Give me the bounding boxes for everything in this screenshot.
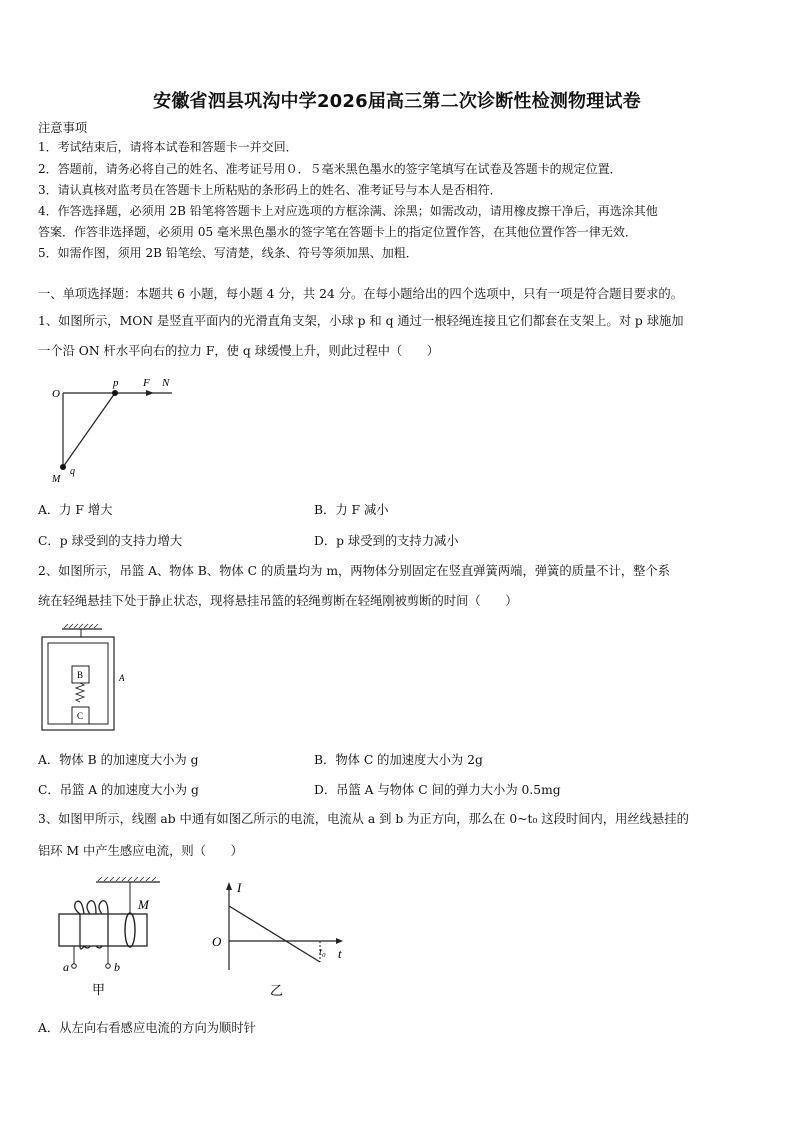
tick-label-t0: t₀	[319, 946, 326, 958]
q1-option-b: B．力 F 减小	[314, 503, 389, 517]
note-item: 3．请认真核对监考员在答题卡上所粘贴的条形码上的姓名、准考证号与本人是否相符．	[38, 183, 502, 197]
q1-stem-line2: 一个沿 ON 杆水平向右的拉力 F，使 q 球缓慢上升，则此过程中（ ）	[38, 344, 440, 358]
exam-title: 安徽省泗县巩沟中学2026届高三第二次诊断性检测物理试卷	[153, 91, 641, 112]
axis-label-t: t	[338, 946, 342, 961]
q3-option-a: A．从左向右看感应电流的方向为顺时针	[38, 1021, 256, 1035]
note-item: 答案．作答非选择题，必须用 05 毫米黑色墨水的签字笔在答题卡上的指定位置作答，在其他位置作答一律无效．	[38, 225, 637, 239]
q1-stem-line1: 1、如图所示，MON 是竖直平面内的光滑直角支架，小球 p 和 q 通过一根轻绳连接且它们都套在支架上。对 p 球施加	[38, 314, 684, 328]
label-C: C	[77, 711, 84, 721]
q2-option-d: D．吊篮 A 与物体 C 间的弹力大小为 0.5mg	[314, 783, 561, 797]
q3-stem-line1: 3、如图甲所示，线圈 ab 中通有如图乙所示的电流，电流从 a 到 b 为正方向，那么在 0~t₀ 这段时间内，用丝线悬挂的	[38, 812, 689, 826]
note-item: 4．作答选择题，必须用 2B 铅笔将答题卡上对应选项的方框涂满、涂黑；如需改动，请用橡皮擦干净后，再选涂其他	[38, 204, 658, 218]
label-N: N	[162, 377, 170, 389]
label-M: M	[138, 897, 149, 912]
label-a: a	[63, 960, 69, 974]
label-M: M	[52, 474, 61, 485]
label-q: q	[70, 466, 75, 477]
q1-option-a: A．力 F 增大	[38, 503, 113, 517]
q3-stem-line2: 铝环 M 中产生感应电流，则（ ）	[38, 844, 243, 858]
axis-label-I: I	[237, 880, 242, 895]
caption-yi: 乙	[270, 983, 284, 998]
label-p: p	[113, 377, 119, 389]
current-line	[229, 906, 320, 962]
label-B: B	[77, 670, 84, 680]
caption-jia: 甲	[92, 982, 106, 997]
q2-stem-line1: 2、如图所示，吊篮 A、物体 B、物体 C 的质量均为 m，两物体分别固定在竖直弹簧两端，弹簧的质量不计，整个系	[38, 564, 671, 578]
note-item: 5．如需作图，须用 2B 铅笔绘、写清楚，线条、符号等须加黑、加粗．	[38, 246, 418, 260]
q2-option-c: C．吊篮 A 的加速度大小为 g	[38, 783, 199, 797]
label-F: F	[143, 377, 150, 389]
label-A: A	[119, 673, 125, 683]
q1-option-c: C．p 球受到的支持力增大	[38, 534, 183, 548]
note-item: 1．考试结束后，请将本试卷和答题卡一并交回．	[38, 140, 298, 154]
section-heading: 一、单项选择题：本题共 6 小题，每小题 4 分，共 24 分。在每小题给出的四个选项中，只有一项是符合题目要求的。	[38, 287, 683, 301]
origin-label-O: O	[212, 934, 222, 949]
q1-option-d: D．p 球受到的支持力减小	[314, 534, 459, 548]
q2-option-a: A．物体 B 的加速度大小为 g	[38, 753, 199, 767]
label-b: b	[114, 960, 120, 974]
q2-stem-line2: 统在轻绳悬挂下处于静止状态，现将悬挂吊篮的轻绳剪断在轻绳刚被剪断的时间（ ）	[38, 594, 518, 608]
note-item: 2．答题前，请务必将自己的姓名、准考证号用０．５毫米黑色墨水的签字笔填写在试卷及答题卡的规定位置．	[38, 162, 622, 176]
notes-heading: 注意事项	[38, 121, 88, 135]
label-O: O	[52, 388, 60, 400]
q2-option-b: B．物体 C 的加速度大小为 2g	[314, 753, 483, 767]
